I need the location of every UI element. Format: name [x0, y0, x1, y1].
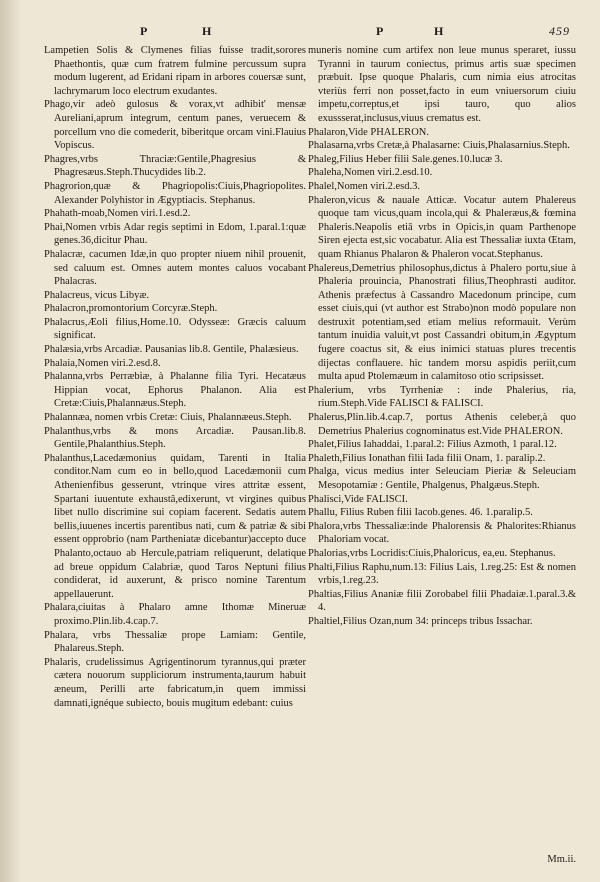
dictionary-entry: Phalga, vicus medius inter Seleuciam Pieriæ & Seleuciam Mesopotamiæ : Gentile, Phalgenus, Phalgæus.Steph.	[308, 466, 576, 491]
dictionary-entry: Phalacrus,Æoli filius,Home.10. Odysseæ: Græcis caluum significat.	[44, 316, 306, 342]
header-letter-right-1: P	[376, 24, 385, 38]
dictionary-entry: muneris nomine cum artifex non leue munus speraret, iussu Tyranni in taurum coniectus, primus artis suæ specimen præbuit. Ipse quoque Phalaris, cum nimia eius atrocitas vteriùs ferri non posset,facto in eum vniuersorum ciuiu impetu,correptus,et ipsi tauro, quo alios exussserat,inclusus,viuus crematus est.	[308, 45, 576, 124]
dictionary-entry: Phallu, Filius Ruben filii Iacob.genes. 46. 1.paralip.5.	[308, 507, 533, 519]
dictionary-entry: Phalerium, vrbs Tyrrheniæ : inde Phalerius, ria, rium.Steph.Vide FALISCI & FALISCI.	[308, 384, 576, 410]
dictionary-entry: Phalara,ciuitas à Phalaro amne Ithomæ Mineruæ proximo.Plin.lib.4.cap.7.	[44, 602, 306, 627]
signature-mark: Mm.ii.	[547, 854, 576, 865]
dictionary-entry: Phalannæa, nomen vrbis Cretæ: Ciuis, Phalannæeus.Steph.	[44, 412, 292, 424]
dictionary-entry: Phalet,Filius Iahaddai, 1.paral.2: Filius Azmoth, 1 paral.12.	[308, 439, 557, 451]
dictionary-entry: Phalæsia,vrbs Arcadiæ. Pausanias lib.8. Gentile, Phalæsieus.	[44, 344, 299, 356]
dictionary-entry: Phagrorion,quæ & Phagriopolis:Ciuis,Phagriopolites. Alexander Polyhistor in Ægyptiacis. Stephanus.	[44, 180, 306, 206]
dictionary-entry: Phalerus,Plin.lib.4.cap.7, portus Athenis celeber,à quo Demetrius Phalerius cognominatus est.Vide PHALERON.	[308, 412, 576, 437]
dictionary-entry: Phaleha,Nomen viri.2.esd.10.	[308, 167, 433, 179]
dictionary-entry: Phalacron,promontorium Corcyræ.Steph.	[44, 303, 218, 315]
dictionary-entry: Phaleg,Filius Heber filii Sale.genes.10.lucæ 3.	[308, 153, 503, 165]
dictionary-entry: Phalacræ, cacumen Idæ,in quo propter niuem nihil prouenit, sed caluum est. Omnes autem montes caluos vocabant Phalacras.	[44, 248, 306, 288]
dictionary-entry: Phaltiel,Filius Ozan,num 34: princeps tribus Issachar.	[308, 615, 533, 627]
header-letter-left-1: P	[140, 24, 149, 38]
dictionary-entry: Phalel,Nomen viri.2.esd.3.	[308, 180, 420, 192]
dictionary-entry: Phalti,Filius Raphu,num.13: Filius Lais, 1.reg.25: Est & nomen vrbis,1.reg.23.	[308, 561, 576, 587]
running-header	[40, 24, 570, 44]
dictionary-entry: Phaleron,vicus & nauale Atticæ. Vocatur autem Phalereus quoque tam vicus,quam incola,qui & Phaleræus,& fœmina Phaleris.Neapolis etiā vrbs in Opicis,in quam Parthenope Siren ejecta est,sic vocabatur. Alia est Thessaliæ iuxta Œtam, quam Rhianus Phalaron & Phaleron vocat.Stephanus.	[308, 194, 576, 260]
dictionary-entry: Phalasarna,vrbs Cretæ,à Phalasarne: Ciuis,Phalasarnius.Steph.	[308, 140, 570, 152]
dictionary-entry: Phalaia,Nomen viri.2.esd.8.	[44, 357, 161, 369]
dictionary-entry: Phalora,vrbs Thessaliæ:inde Phalorensis & Phalorites:Rhianus Phaloriam vocat.	[308, 520, 576, 546]
dictionary-entry: Phalara, vrbs Thessaliæ prope Lamiam: Gentile, Phalareus.Steph.	[44, 629, 306, 655]
dictionary-entry: Phaleth,Filius Ionathan filii Iada filii Onam, 1. paralip.2.	[308, 452, 546, 464]
dictionary-entry: Phalanthus,Lacedæmonius quidam, Tarenti in Italia conditor.Nam cum eo in bello,quod Lacedæmonii cum Athenienfibus gesserunt, vtrinque vires attritæ essent, Spartani iuuentute exhaustâ,edixerunt, vt virgines quibus libet nullo discrimine sui copiam facerent. Sedatis autem bellis,iuuenes incertis parentibus nati, cum & patriæ & sibi essent opprobrio (nam Partheniatæ dicebantur)accepto duce Phalanto,octauo ab Hercule,patriam reliquerunt, delatique ad breue oppidum Calabriæ, quod Taros Neptuni filius condiderat, id auxerunt, & prisco nomine Tarentum appellauerunt.	[44, 452, 306, 600]
dictionary-entry: Phalaris, crudelissimus Agrigentinorum tyrannus,qui præter cætera nouorum suppliciorum instrumenta,taurum habuit æneum, Perilli arte fabricatum,in quem immissi damnati,ignéque subiecto, bouis mugitum edebant: cuius	[44, 656, 306, 709]
dictionary-entry: Phai,Nomen vrbis Adar regis septimi in Edom, 1.paral.1:quæ genes.36,dicitur Phau.	[44, 221, 306, 247]
dictionary-entry: Phago,vir adeò gulosus & vorax,vt adhibit' mensæ Aureliani,aprum integrum, centum panes, veruecem & porcellum vno die comederit, biberitque orcam vini.Flauius Vopiscus.	[44, 99, 306, 152]
dictionary-entry: Phalanna,vrbs Perræbiæ, à Phalanne filia Tyri. Hecatæus Hippian vocat, Ephorus Phalanon. Alia est Cretæ:Ciuis,Phalannæus.Steph.	[44, 371, 306, 410]
dictionary-entry: Phalereus,Demetrius philosophus,dictus à Phalero portu,siue à Phaleria prouincia, Phanostrati filius,Theophrasti auditor. Athenis præfectus à Cassandro Macedonum principe, cum esset ciuis,qui (vt author est Strabo)non modò populare non destruxit potentiam,sed etiam melius reformauit. Verùm tantum inuidia valuit,vt post Cassandri obitum,in Ægyptum fugere coactus sit, & eius inimici statuas plures trecentis dijectas conflauere. hic tandem morsu aspidis periit,cum multa apud Ptolemæum in calamitoso otio scripsisset.	[308, 262, 576, 383]
right-column	[308, 44, 576, 629]
dictionary-entry: Phalanthus,vrbs & mons Arcadiæ. Pausan.lib.8. Gentile,Phalanthius.Steph.	[44, 425, 306, 451]
dictionary-entry: Phahath-moab,Nomen viri.1.esd.2.	[44, 208, 191, 220]
dictionary-entry: Phalacreus, vicus Libyæ.	[44, 289, 149, 301]
page-number: 459	[549, 24, 570, 38]
page-gutter-shadow	[0, 0, 22, 882]
dictionary-entry: Phagres,vrbs Thraciæ:Gentile,Phagresius & Phagresæus.Steph.Thucydides lib.2.	[44, 153, 306, 179]
dictionary-entry: Phalorias,vrbs Locridis:Ciuis,Phaloricus, ea,eu. Stephanus.	[308, 547, 556, 559]
dictionary-entry: Phalisci,Vide FALISCI.	[308, 493, 408, 505]
dictionary-entry: Phalaron,Vide PHALERON.	[308, 126, 429, 138]
dictionary-entry: Phaltias,Filius Ananiæ filii Zorobabel filii Phadaiæ.1.paral.3.& 4.	[308, 588, 576, 614]
dictionary-entry: Lampetien Solis & Clymenes filias fuisse tradit,sorores Phaethontis, quæ cum fratrem fulmine percussum supra modum lugerent, ad Eridani ripam in arbores couersæ sunt, lachrymarum loco electrum exudantes.	[44, 45, 306, 97]
left-column	[44, 44, 306, 710]
header-letter-right-2: H	[434, 24, 445, 38]
header-letter-left-2: H	[202, 24, 213, 38]
